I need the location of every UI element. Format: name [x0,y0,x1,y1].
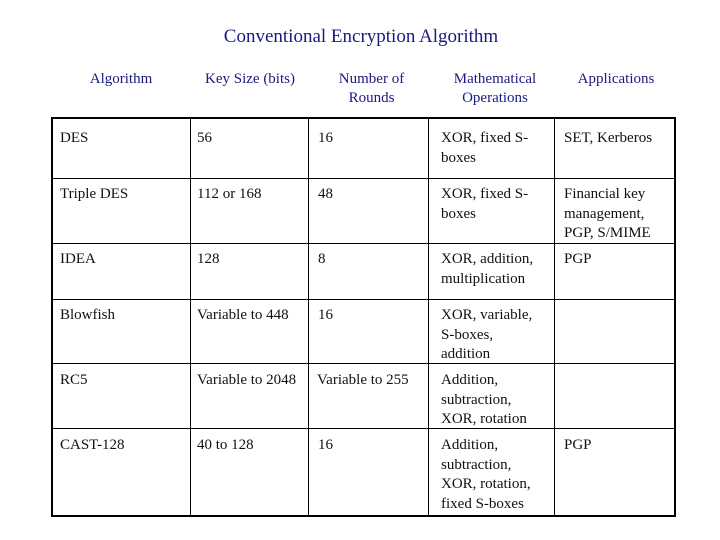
table-row-des-applications: SET, Kerberos [564,130,653,146]
table-row-des-rounds: 16 [318,130,333,146]
row-divider [53,363,674,364]
table-row-cast128-operations: Addition, subtraction, XOR, rotation, fixed S-boxes [441,437,531,512]
table-row-3des-applications: Financial key management, PGP, S/MIME [564,186,651,241]
table-row-blowfish-operations: XOR, variable, S-boxes, addition [441,307,533,362]
header-math-operations: Mathematical Operations [453,71,537,106]
table-row-idea-applications: PGP [564,251,592,267]
table-row-cast128-algorithm: CAST-128 [60,437,125,453]
row-divider [53,428,674,429]
table-row-idea-algorithm: IDEA [60,251,96,267]
table-row-rc5-rounds: Variable to 255 [317,372,409,388]
table-row-blowfish-algorithm: Blowfish [60,307,116,323]
table-row-3des-algorithm: Triple DES [60,186,129,202]
table-row-des-algorithm: DES [60,130,89,146]
header-key-size: Key Size (bits) [205,71,295,87]
table-row-blowfish-key-size: Variable to 448 [197,307,289,323]
table-row-idea-rounds: 8 [318,251,326,267]
header-applications: Applications [577,71,655,87]
encryption-algorithms-table [51,62,676,517]
table-row-3des-key-size: 112 or 168 [197,186,262,202]
table-row-des-operations: XOR, fixed S- boxes [441,130,529,166]
table-row-cast128-key-size: 40 to 128 [197,437,254,453]
table-row-idea-operations: XOR, addition, multiplication [441,251,534,287]
header-algorithm: Algorithm [89,71,153,87]
table-row-cast128-applications: PGP [564,437,592,453]
table-row-des-key-size: 56 [197,130,212,146]
header-rounds: Number of Rounds [338,71,405,106]
row-divider [53,178,674,179]
table-row-3des-rounds: 48 [318,186,333,202]
table-row-idea-key-size: 128 [197,251,220,267]
page-title: Conventional Encryption Algorithm [223,26,499,47]
table-row-rc5-key-size: Variable to 2048 [197,372,297,388]
table-row-3des-operations: XOR, fixed S- boxes [441,186,529,222]
table-grid [51,117,676,517]
table-row-rc5-algorithm: RC5 [60,372,88,388]
table-row-blowfish-rounds: 16 [318,307,333,323]
row-divider [53,299,674,300]
table-row-cast128-rounds: 16 [318,437,333,453]
table-row-rc5-operations: Addition, subtraction, XOR, rotation [441,372,527,427]
